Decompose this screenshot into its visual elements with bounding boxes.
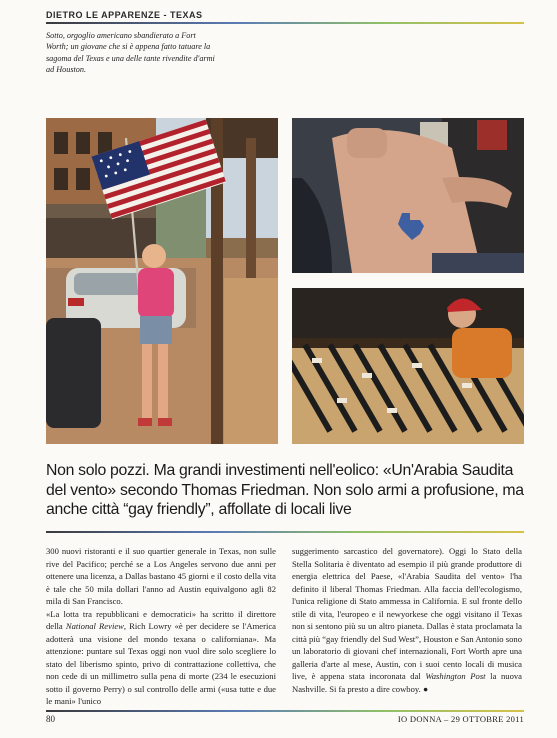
- text-span: , Rich Lowry «è per decidere se l'America adotterà una visione del mondo texana o californiana». Ma attenzione: puntare sul Texas oggi non vuol dire solo scegliere lo stato del liberismo spinto, privo di contrattazione collettiva, che non cede di un millimetro sulla pena di morte (234 le esecuzioni sotto il governo Perry) o sul controllo delle armi («usa tutte e due le mani» l'unico: [46, 621, 276, 706]
- photo-gun-shop: [292, 288, 524, 444]
- tattoo-illustration: [292, 118, 524, 273]
- text-span: la nuova Nashville. Si fa presto a dire cowboy. ●: [292, 671, 522, 694]
- page-number: 80: [46, 714, 55, 724]
- header-rule: [46, 22, 524, 24]
- publication-title: Washington Post: [425, 671, 486, 681]
- issue-info: IO DONNA – 29 OTTOBRE 2011: [397, 714, 524, 724]
- paragraph: 300 nuovi ristoranti e il suo quartier generale in Texas, non sulle rive del Pacifico; perché se a Los Angeles servono due anni per ottenere una licenza, a Dallas bastano 45 giorni e il costo della vita è tale che 50 mila dollari l'anno ad Austin equivalgono agli 82 mila di San Francisco.: [46, 546, 276, 606]
- photo-texas-tattoo: [292, 118, 524, 273]
- paragraph: [46, 608, 276, 708]
- photo-caption: Sotto, orgoglio americano sbandierato a Fort Worth; un giovane che si è appena fatto tatuare la sagoma del Texas e una delle tante rivendite d'armi ad Houston.: [46, 31, 215, 74]
- text-span: suggerimento sarcastico del governatore). Oggi lo Stato della Stella Solitaria è diventato ad esempio il più grande produttore di energia elettrica del Paese, «l'Arabia Saudita del vento» l'ha definito il liberal Thomas Friedman. Alla faccia dell'ecologismo, l'unica religione di Stato ammessa in California. E sul fronte dello stile di vita, l'europeo e il newyorkese che oggi visitano il Texas non si sentono più su un altro pianeta. Dallas è stata proclamata la città più “gay friendly del Sud West”, Houston e San Antonio sono un laboratorio di giovani chef internazionali, Fort Worth apre una galleria d'arte al mese, Austin, con i suoi cento locali di musica live, è appena stata incoronata dal: [292, 546, 522, 681]
- photo-flag-street: [46, 118, 278, 444]
- article-column-2: [292, 545, 522, 695]
- flag-street-illustration: [46, 118, 278, 444]
- text-span: «La lotta tra repubblicani e democratici» ha scritto il direttore della: [46, 608, 276, 631]
- paragraph: [292, 545, 522, 695]
- footer-rule: [46, 710, 524, 712]
- gun-shop-illustration: [292, 288, 524, 444]
- publication-title: National Review: [65, 621, 124, 631]
- article-headline: Non solo pozzi. Ma grandi investimenti nell'eolico: «Un'Arabia Saudita del vento» secondo Thomas Friedman. Non solo armi a profusione, ma anche città “gay friendly”, affollate di locali live: [46, 462, 524, 518]
- section-header: DIETRO LE APPARENZE - TEXAS: [46, 10, 203, 20]
- headline-rule: [46, 531, 524, 533]
- article-column-1: [46, 545, 276, 708]
